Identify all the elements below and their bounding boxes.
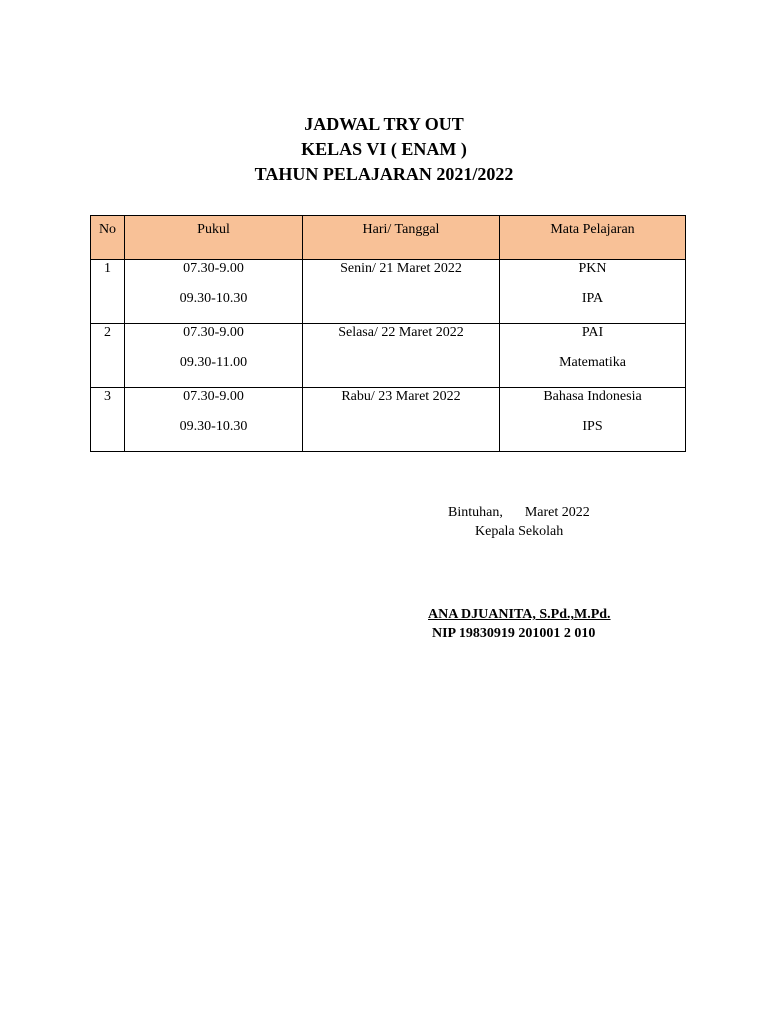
time-slot: 09.30-11.00 <box>179 355 248 370</box>
header-no: No <box>91 216 125 260</box>
subject: PAI <box>581 325 604 340</box>
cell-day: Selasa/ 22 Maret 2022 <box>303 324 500 388</box>
cell-day: Senin/ 21 Maret 2022 <box>303 260 500 324</box>
document-title <box>0 112 768 187</box>
signatory-nip: NIP 19830919 201001 2 010 <box>432 626 596 641</box>
cell-subject <box>500 260 686 324</box>
time-slot: 09.30-10.30 <box>179 419 248 434</box>
schedule-table <box>90 215 686 452</box>
cell-no: 2 <box>91 324 125 388</box>
signature-place-date <box>448 503 590 522</box>
subject: Matematika <box>559 355 626 370</box>
signatory-name: ANA DJUANITA, S.Pd.,M.Pd. <box>428 607 611 622</box>
header-mata-pelajaran: Mata Pelajaran <box>500 216 686 260</box>
cell-pukul <box>125 260 303 324</box>
cell-pukul <box>125 388 303 452</box>
time-slot: 07.30-9.00 <box>183 325 244 340</box>
time-slot: 07.30-9.00 <box>183 389 244 404</box>
table-row <box>91 260 686 324</box>
cell-pukul <box>125 324 303 388</box>
header-pukul: Pukul <box>125 216 303 260</box>
table-header-row <box>91 216 686 260</box>
title-line-2: KELAS VI ( ENAM ) <box>301 139 467 159</box>
table-row <box>91 388 686 452</box>
cell-no: 3 <box>91 388 125 452</box>
time-slot: 07.30-9.00 <box>183 261 244 276</box>
subject: IPS <box>582 419 603 434</box>
cell-subject <box>500 388 686 452</box>
cell-day: Rabu/ 23 Maret 2022 <box>303 388 500 452</box>
signature-place: Bintuhan, <box>448 505 503 520</box>
subject: IPA <box>581 291 604 306</box>
cell-no: 1 <box>91 260 125 324</box>
header-hari-tanggal: Hari/ Tanggal <box>303 216 500 260</box>
title-line-1: JADWAL TRY OUT <box>304 114 464 134</box>
subject: Bahasa Indonesia <box>543 389 642 404</box>
signature-title: Kepala Sekolah <box>475 524 564 539</box>
cell-subject <box>500 324 686 388</box>
time-slot: 09.30-10.30 <box>179 291 248 306</box>
table-row <box>91 324 686 388</box>
title-line-3: TAHUN PELAJARAN 2021/2022 <box>254 164 514 184</box>
subject: PKN <box>578 261 607 276</box>
signature-month: Maret 2022 <box>524 505 590 520</box>
